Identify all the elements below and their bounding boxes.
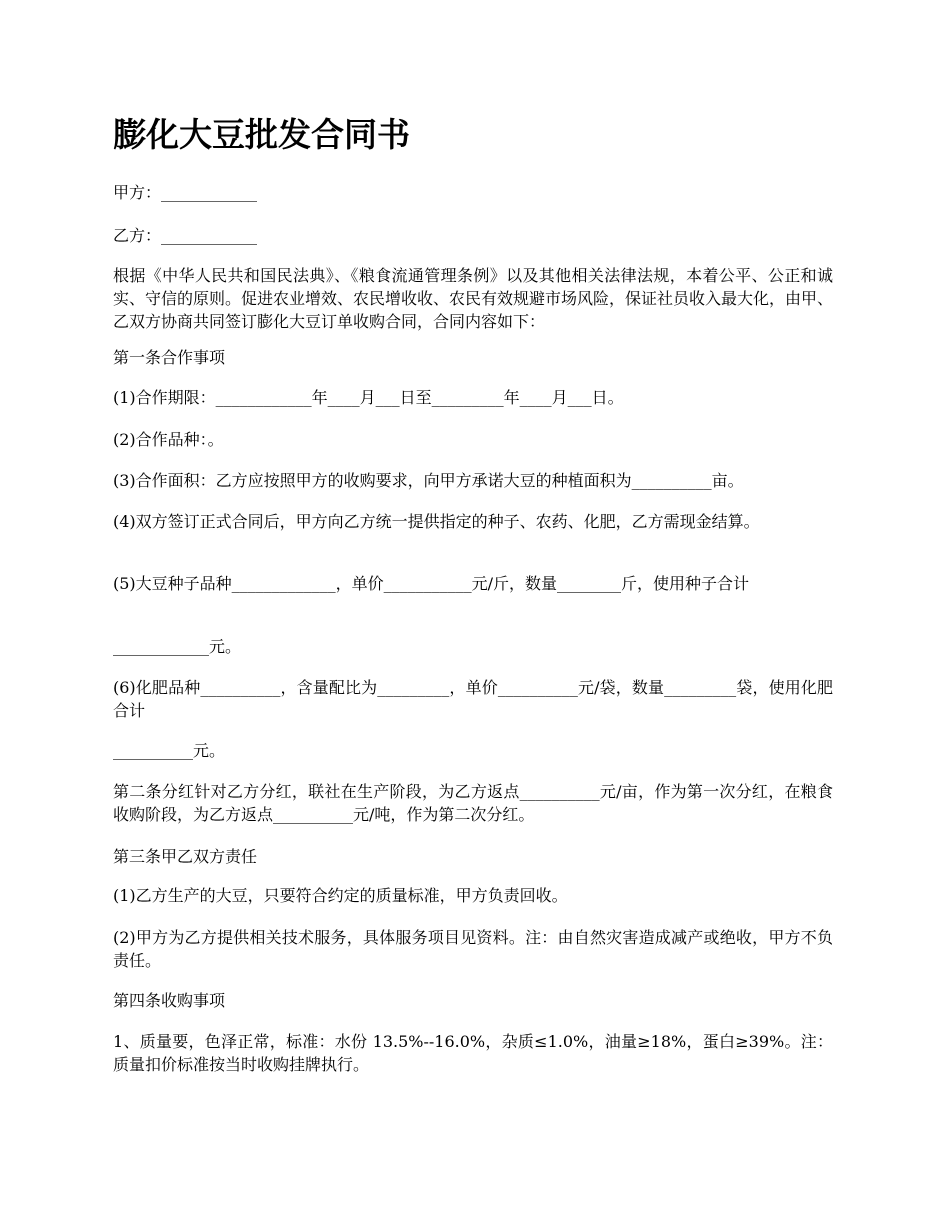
clause-1-2: (2)合作品种：。 [113, 430, 224, 449]
clause-1-1: (1)合作期限：____________年____月___日至_________年____月___日。 [113, 388, 624, 407]
clause-1-6-total: __________元。 [113, 741, 226, 760]
clause-1-5: (5)大豆种子品种_____________，单价___________元/斤，数量________斤，使用种子合计 [113, 574, 750, 593]
article-3-heading: 第三条甲乙双方责任 [113, 847, 258, 866]
clause-1-4: (4)双方签订正式合同后，甲方向乙方统一提供指定的种子、农药、化肥，乙方需现金结算。 [113, 512, 760, 531]
clause-4-1: 1、质量要，色泽正常，标准：水份 13.5%--16.0%，杂质≤1.0%，油量≥18%，蛋白≥39%。注：质量扣价标准按当时收购挂牌执行。 [113, 1032, 833, 1074]
party-b-line: 乙方：____________ [113, 226, 258, 245]
article-2-paragraph: 第二条分红针对乙方分红，联社在生产阶段，为乙方返点__________元/亩，作为第一次分红，在粮食收购阶段，为乙方返点__________元/吨，作为第二次分红。 [113, 782, 833, 824]
clause-3-2: (2)甲方为乙方提供相关技术服务，具体服务项目见资料。注：由自然灾害造成减产或绝收，甲方不负责任。 [113, 928, 833, 970]
party-a-line: 甲方：____________ [113, 183, 258, 202]
article-1-heading: 第一条合作事项 [113, 348, 226, 367]
preamble-paragraph: 根据《中华人民共和国民法典》、《粮食流通管理条例》以及其他相关法律法规，本着公平、公正和诚实、守信的原则。促进农业增效、农民增收收、农民有效规避市场风险，保证社员收入最大化，由甲、乙双方协商共同签订膨化大豆订单收购合同，合同内容如下： [113, 266, 834, 331]
clause-3-1: (1)乙方生产的大豆，只要符合约定的质量标准，甲方负责回收。 [113, 886, 568, 905]
article-4-heading: 第四条收购事项 [113, 991, 226, 1010]
document-title: 膨化大豆批发合同书 [113, 115, 410, 154]
clause-1-5-total: ____________元。 [113, 637, 242, 656]
clause-1-3: (3)合作面积：乙方应按照甲方的收购要求，向甲方承诺大豆的种植面积为__________亩。 [113, 471, 744, 490]
clause-1-6: (6)化肥品种__________，含量配比为_________，单价__________元/袋，数量_________袋，使用化肥合计 [113, 678, 833, 720]
